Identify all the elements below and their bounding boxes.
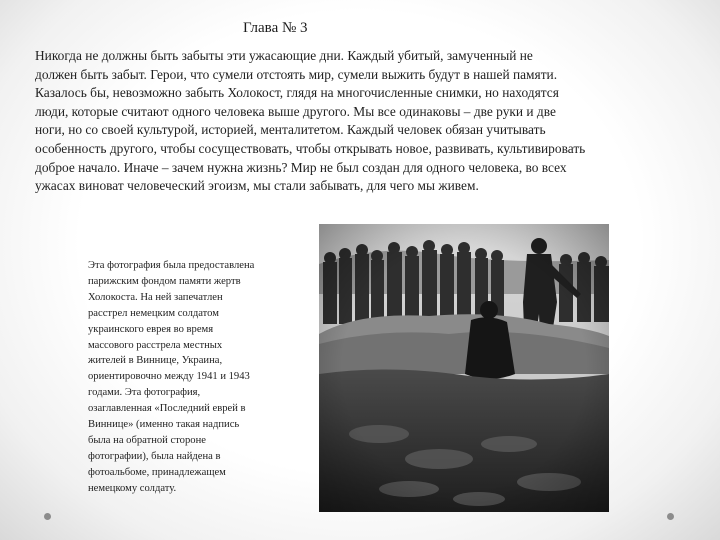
photo-caption	[88, 258, 318, 497]
caption-line: Холокоста. На ней запечатлен	[88, 291, 223, 303]
caption-line: расстрел немецким солдатом	[88, 307, 219, 319]
caption-line: годами. Эта фотография,	[88, 387, 201, 399]
caption-line: Виннице» (именно такая надпись	[88, 419, 240, 431]
caption-line: была на обратной стороне	[88, 434, 206, 446]
caption-line: озаглавленная «Последний еврей в	[88, 403, 246, 415]
body-line: доброе начало. Иначе – зачем нужна жизнь? Мир не был создан для одного человека, во всех	[35, 159, 567, 175]
caption-line: ориентировочно между 1941 и 1943	[88, 371, 250, 383]
nav-dot-icon[interactable]	[667, 513, 674, 520]
body-line: Никогда не должны быть забыты эти ужасающие дни. Каждый убитый, замученный не	[35, 48, 533, 63]
caption-line: Эта фотография была предоставлена	[88, 260, 255, 271]
caption-line: жителей в Виннице, Украина,	[88, 355, 223, 367]
body-line: должен быть забыт. Герои, что сумели отстоять мир, сумели выжить будут в нашей памяти.	[35, 66, 558, 82]
chapter-title: Глава № 3	[243, 20, 308, 36]
caption-line: массового расстрела местных	[88, 339, 223, 351]
body-paragraph	[35, 47, 707, 196]
body-line: ужасах виноват человеческий эгоизм, мы стали забывать, для чего мы живем.	[35, 178, 479, 194]
nav-dot-icon[interactable]	[44, 513, 51, 520]
body-line: Казалось бы, невозможно забыть Холокост, глядя на многочисленные снимки, но находятся	[35, 85, 559, 101]
historical-photo	[319, 224, 609, 512]
caption-line: парижским фондом памяти жертв	[88, 275, 241, 287]
caption-line: немецкому солдату.	[88, 482, 177, 494]
body-line: ноги, но со своей культурой, историей, менталитетом. Каждый человек обязан учитывать	[35, 122, 546, 138]
caption-line: украинского еврея во время	[88, 323, 214, 335]
caption-line: фотографии), была найдена в	[88, 450, 221, 462]
body-line: особенность другого, чтобы сосуществовать, чтобы открывать новое, развивать, культивировать	[35, 140, 586, 156]
caption-line: фотоальбоме, принадлежащем	[88, 466, 226, 478]
body-line: люди, которые считают одного человека выше другого. Мы все одинаковы – две руки и две	[35, 103, 556, 119]
